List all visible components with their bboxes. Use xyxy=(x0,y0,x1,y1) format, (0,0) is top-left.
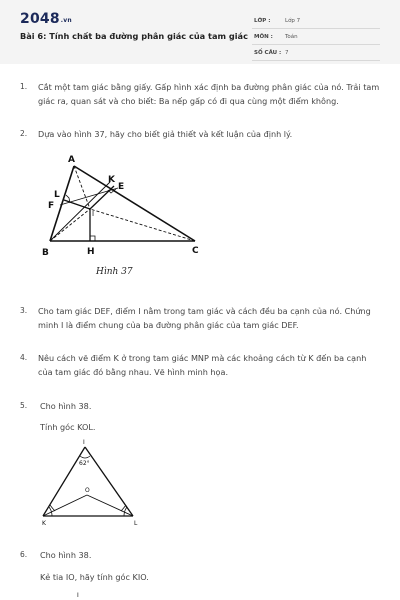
label-i-partial: I xyxy=(77,592,79,599)
question-text: Cho hình 38. xyxy=(40,401,92,411)
meta-value: Lớp 7 xyxy=(285,18,301,24)
question-number: 2. xyxy=(20,129,28,138)
question-text: Cắt một tam giác bằng giấy. Gấp hình xác định ba đường phân giác của nó. Trải tam giác ra, quan sát và cho biết: Ba nếp gấp có đi qua cùng một điểm không. xyxy=(38,82,380,106)
label-f: F xyxy=(48,201,55,211)
question-number: 1. xyxy=(20,82,28,91)
label-k: K xyxy=(108,175,115,185)
question-subtext: Tính góc KOL. xyxy=(40,422,96,432)
label-l: L xyxy=(54,190,60,200)
meta-label: LỚP : xyxy=(254,18,271,24)
question-text: Dựa vào hình 37, hãy cho biết giả thiết và kết luận của định lý. xyxy=(38,129,293,139)
lesson-title: Bài 6: Tính chất ba đường phân giác của tam giác xyxy=(20,31,248,41)
logo-main: 2048 xyxy=(20,11,60,27)
label-b: B xyxy=(42,248,49,258)
label-i: I xyxy=(92,210,95,218)
label-i38: I xyxy=(83,439,85,446)
label-a: A xyxy=(68,155,75,165)
question-number: 5. xyxy=(20,401,28,410)
label-e: E xyxy=(118,182,125,192)
label-o: O xyxy=(85,487,90,494)
question-text: Nêu cách vẽ điểm K ở trong tam giác MNP mà các khoảng cách từ K đến ba cạnh của tam giác đó bằng nhau. Vẽ hình minh họa. xyxy=(38,353,367,377)
logo-sub: .vn xyxy=(60,17,72,24)
question-number: 3. xyxy=(20,306,28,315)
label-k38: K xyxy=(42,520,46,527)
label-l38: L xyxy=(134,520,138,527)
meta-label: SỐ CÂU : xyxy=(254,50,282,56)
angle-label: 62° xyxy=(79,460,90,467)
meta-value: 7 xyxy=(285,50,289,56)
question-number: 4. xyxy=(20,353,28,362)
meta-value: Toán xyxy=(285,34,298,40)
question-subtext: Kẻ tia IO, hãy tính góc KIO. xyxy=(40,572,149,582)
figure-37-caption: Hình 37 xyxy=(96,267,133,277)
question-number: 6. xyxy=(20,550,28,559)
label-h: H xyxy=(87,247,95,257)
question-text: Cho hình 38. xyxy=(40,550,92,560)
meta-label: MÔN : xyxy=(254,34,273,40)
label-c: C xyxy=(192,246,199,256)
question-text: Cho tam giác DEF, điểm I nằm trong tam giác và cách đều ba cạnh của nó. Chứng minh I là điểm chung của ba đường phân giác của tam giác DEF. xyxy=(38,306,371,330)
